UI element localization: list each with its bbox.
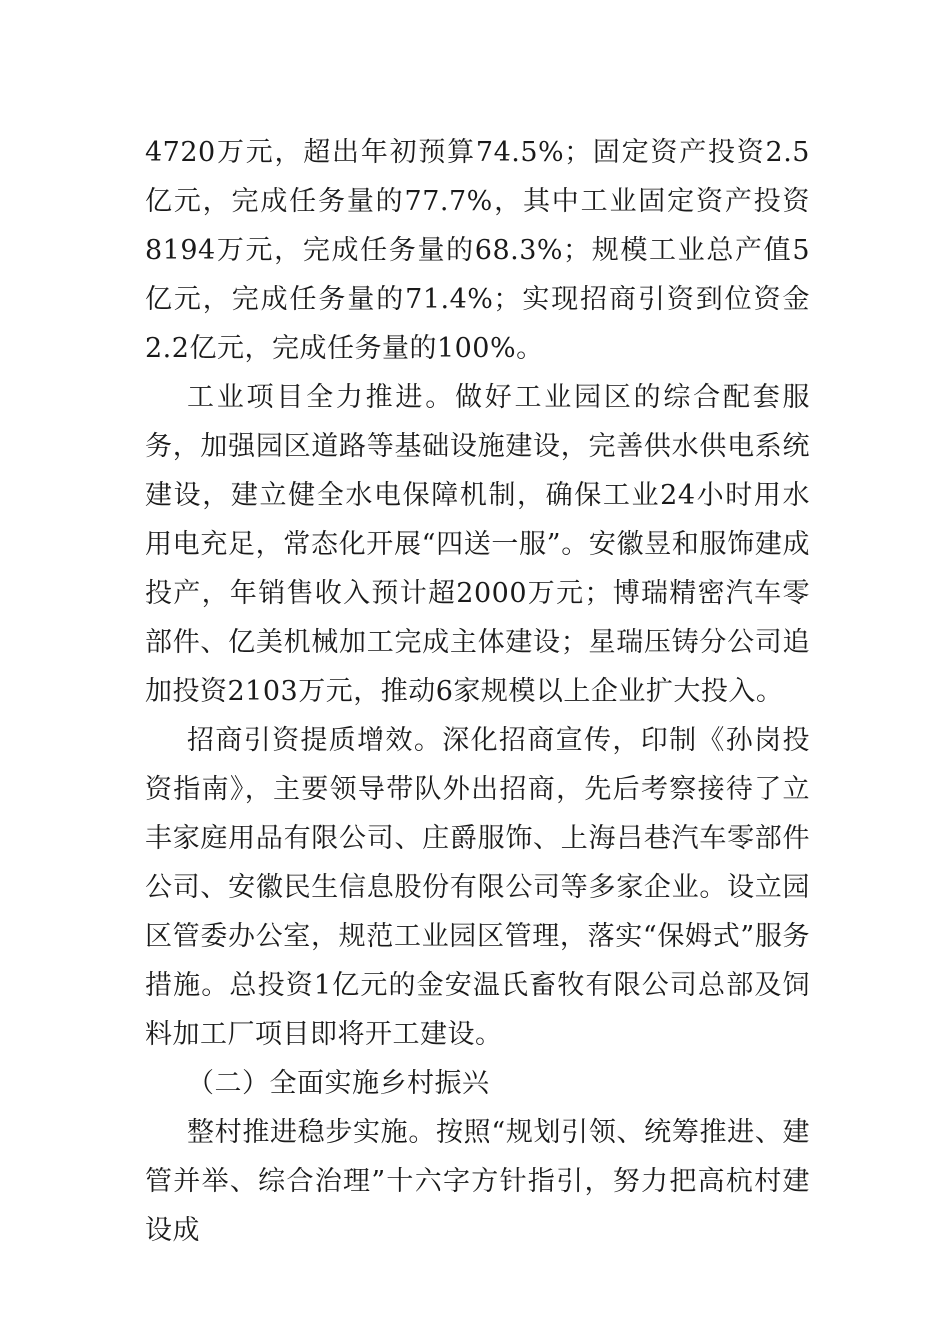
document-body (145, 128, 810, 1255)
paragraph-village-revitalization: 整村推进稳步实施。按照“规划引领、统筹推进、建管并举、综合治理”十六字方针指引，努力把高杭村建设成 (145, 1117, 810, 1246)
paragraph-industrial-projects: 工业项目全力推进。做好工业园区的综合配套服务，加强园区道路等基础设施建设，完善供水供电系统建设，建立健全水电保障机制，确保工业24小时用水用电充足，常态化开展“四送一服”。安徽昱和服饰建成投产，年销售收入预计超2000万元；博瑞精密汽车零部件、亿美机械加工完成主体建设；星瑞压铸分公司追加投资2103万元，推动6家规模以上企业扩大投入。 (145, 382, 810, 707)
paragraph-economic-stats: 4720万元，超出年初预算74.5%；固定资产投资2.5亿元，完成任务量的77.7%，其中工业固定资产投资8194万元，完成任务量的68.3%；规模工业总产值5亿元，完成任务量的71.4%；实现招商引资到位资金2.2亿元，完成任务量的100%。 (145, 137, 810, 364)
section-heading: （二）全面实施乡村振兴 (187, 1068, 490, 1099)
paragraph-investment-attraction: 招商引资提质增效。深化招商宣传，印制《孙岗投资指南》，主要领导带队外出招商，先后考察接待了立丰家庭用品有限公司、庄爵服饰、上海吕巷汽车零部件公司、安徽民生信息股份有限公司等多家企业。设立园区管委办公室，规范工业园区管理，落实“保姆式”服务措施。总投资1亿元的金安温氏畜牧有限公司总部及饲料加工厂项目即将开工建设。 (145, 725, 810, 1050)
